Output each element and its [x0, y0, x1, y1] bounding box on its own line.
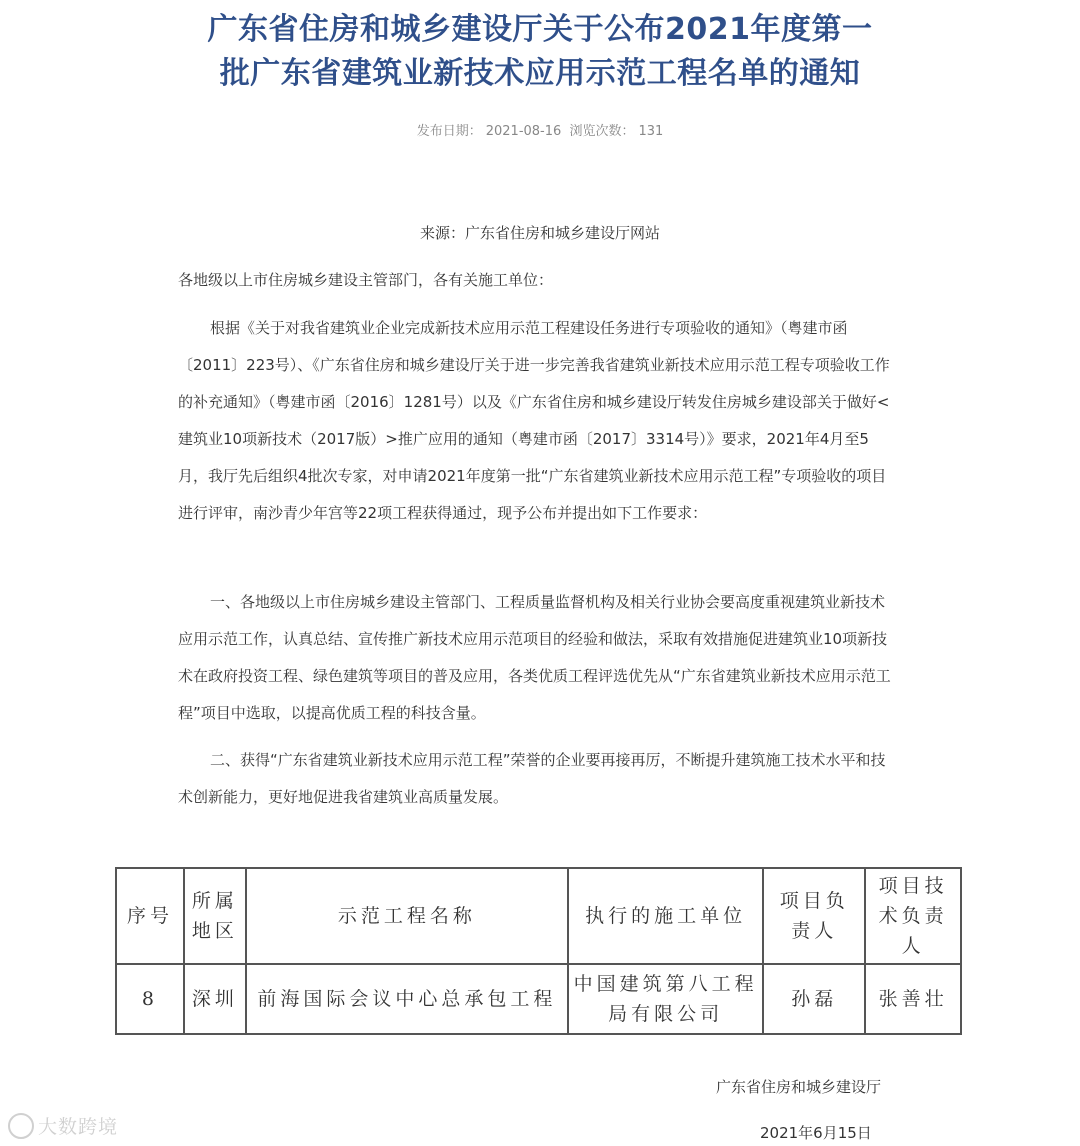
- sign-date: 2021年6月15日: [760, 1124, 872, 1142]
- paragraph-3: 二、获得“广东省建筑业新技术应用示范工程”荣誉的企业要再接再厉，不断提升建筑施工技术水平和技术创新能力，更好地促进我省建筑业高质量发展。: [178, 751, 886, 806]
- table-header-row: [116, 868, 961, 964]
- header-cell: 示范工程名称: [246, 868, 568, 964]
- publish-date: 2021-08-16: [485, 124, 562, 139]
- header-cell: 项目负责人: [763, 868, 865, 964]
- row-tech-lead: 张善壮: [865, 964, 961, 1034]
- watermark-logo-icon: [8, 1113, 34, 1139]
- watermark: [8, 1112, 118, 1139]
- header-cell: 所属地区: [184, 868, 246, 964]
- publish-meta: [0, 120, 1080, 139]
- row-project-name: 前海国际会议中心总承包工程: [246, 964, 568, 1034]
- watermark-text: 大数跨境: [38, 1116, 119, 1138]
- views-label: 浏览次数：: [569, 124, 635, 139]
- header-cell: 项目技术负责人: [865, 868, 961, 964]
- salutation: 各地级以上市住房城乡建设主管部门，各有关施工单位：: [178, 271, 554, 289]
- paragraph-1: 根据《关于对我省建筑业企业完成新技术应用示范工程建设任务进行专项验收的通知》（粤建市函〔2011〕223号）、《广东省住房和城乡建设厅关于进一步完善我省建筑业新技术应用示范工程专项验收工作的补充通知》（粤建市函〔2016〕1281号）以及《广东省住房和城乡建设厅转发住房城乡建设部关于做好<建筑业10项新技术（2017版）>推广应用的通知（粤建市函〔2017〕3314号）》要求，2021年4月至5月，我厅先后组织4批次专家，对申请2021年度第一批“广东省建筑业新技术应用示范工程”专项验收的项目进行评审，南沙青少年宫等22项工程获得通过，现予公布并提出如下工作要求：: [178, 319, 890, 522]
- publish-date-label: 发布日期：: [416, 124, 482, 139]
- project-table: [115, 867, 962, 1035]
- view-count: 131: [638, 124, 664, 139]
- header-cell: 序号: [116, 868, 184, 964]
- row-contractor: 中国建筑第八工程局有限公司: [568, 964, 763, 1034]
- header-cell: 执行的施工单位: [568, 868, 763, 964]
- row-region: 深圳: [184, 964, 246, 1034]
- signature: 广东省住房和城乡建设厅: [716, 1078, 882, 1096]
- row-number: 8: [116, 964, 184, 1034]
- paragraph-2: 一、各地级以上市住房城乡建设主管部门、工程质量监督机构及相关行业协会要高度重视建筑业新技术应用示范工作，认真总结、宣传推广新技术应用示范项目的经验和做法，采取有效措施促进建筑业10项新技术在政府投资工程、绿色建筑等项目的普及应用，各类优质工程评选优先从“广东省建筑业新技术应用示范工程”项目中选取，以提高优质工程的科技含量。: [178, 593, 891, 722]
- table-row: [116, 964, 961, 1034]
- document-title: [120, 8, 960, 96]
- source-line: 来源：广东省住房和城乡建设厅网站: [419, 224, 660, 242]
- row-project-lead: 孙磊: [763, 964, 865, 1034]
- title-line-1: 广东省住房和城乡建设厅关于公布2021年度第一: [207, 12, 873, 47]
- title-line-2: 批广东省建筑业新技术应用示范工程名单的通知: [219, 56, 861, 91]
